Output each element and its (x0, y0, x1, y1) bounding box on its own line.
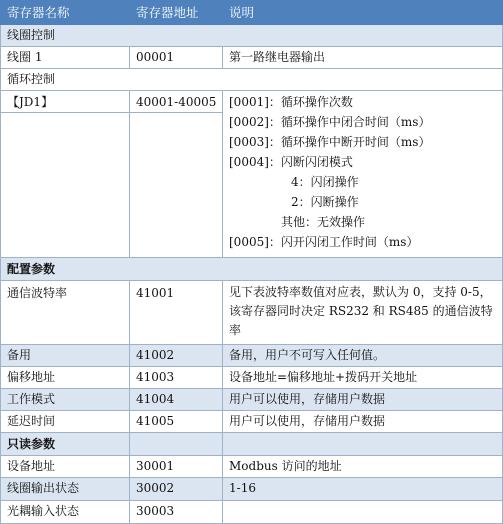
section-row (0, 433, 503, 456)
register-description: 用户可以使用，存储用户数据 (223, 389, 503, 411)
description-line: [0001]：循环操作次数 (229, 95, 353, 109)
register-description: 见下表波特率数值对应表，默认为 0，支持 0-5，该寄存器同时决定 RS232 和 RS485 的通信波特率 (223, 281, 503, 345)
description-line: 其他：无效操作 (281, 215, 366, 229)
register-address: 41004 (130, 389, 223, 411)
register-address: 30003 (130, 501, 223, 524)
register-name: 光耦输入状态 (0, 501, 130, 524)
description-line: [0005]：闪开闪闭工作时间（ms） (229, 235, 419, 249)
register-name: 线圈输出状态 (0, 478, 130, 501)
table-row (0, 47, 503, 69)
register-address-text: 40001-40005 (130, 91, 222, 113)
register-address: 41002 (130, 345, 223, 367)
register-name: 延迟时间 (0, 411, 130, 433)
description-line: [0002]：循环操作中闭合时间（ms） (229, 115, 431, 129)
description-line: [0003]：循环操作中断开时间（ms） (229, 135, 431, 149)
register-name: 工作模式 (0, 389, 130, 411)
header-description: 说明 (223, 0, 503, 25)
register-description: 用户可以使用，存储用户数据 (223, 411, 503, 433)
section-title: 线圈控制 (0, 25, 503, 47)
register-address: 41005 (130, 411, 223, 433)
table-row (0, 501, 503, 524)
register-address: 41003 (130, 367, 223, 389)
register-address (130, 91, 223, 258)
register-description: 第一路继电器输出 (223, 47, 503, 69)
table-header (0, 0, 503, 25)
section-row (0, 258, 503, 281)
section-row (0, 69, 503, 91)
table-row (0, 456, 503, 478)
register-address: 30002 (130, 478, 223, 501)
register-address: 41001 (130, 281, 223, 345)
register-description (223, 91, 503, 258)
register-description: 设备地址=偏移地址+拨码开关地址 (223, 367, 503, 389)
register-description: 备用，用户不可写入任何值。 (223, 345, 503, 367)
register-name: 线圈 1 (0, 47, 130, 69)
register-description: Modbus 访问的地址 (223, 456, 503, 478)
register-description (223, 501, 503, 524)
table-row (0, 345, 503, 367)
header-name: 寄存器名称 (0, 0, 130, 25)
register-description: 1-16 (223, 478, 503, 501)
register-name: 备用 (0, 345, 130, 367)
table-row (0, 281, 503, 345)
table-row (0, 91, 503, 258)
description-line: 2：闪断操作 (291, 195, 359, 209)
table-row (0, 389, 503, 411)
register-address: 00001 (130, 47, 223, 69)
description-line: [0004]：闪断闪闭模式 (229, 155, 353, 169)
section-title: 配置参数 (0, 258, 503, 281)
section-row (0, 25, 503, 47)
table-row (0, 478, 503, 501)
table-row (0, 411, 503, 433)
register-name-text: 【JD1】 (1, 91, 129, 113)
register-name: 偏移地址 (0, 367, 130, 389)
register-name: 设备地址 (0, 456, 130, 478)
register-name (0, 91, 130, 258)
section-title: 只读参数 (0, 433, 130, 456)
section-empty-cell (223, 433, 503, 456)
table-row (0, 367, 503, 389)
register-address: 30001 (130, 456, 223, 478)
section-empty-cell (130, 433, 223, 456)
description-line: 4：闪闭操作 (291, 175, 359, 189)
register-name: 通信波特率 (0, 281, 130, 345)
header-address: 寄存器地址 (130, 0, 223, 25)
section-title: 循环控制 (0, 69, 503, 91)
